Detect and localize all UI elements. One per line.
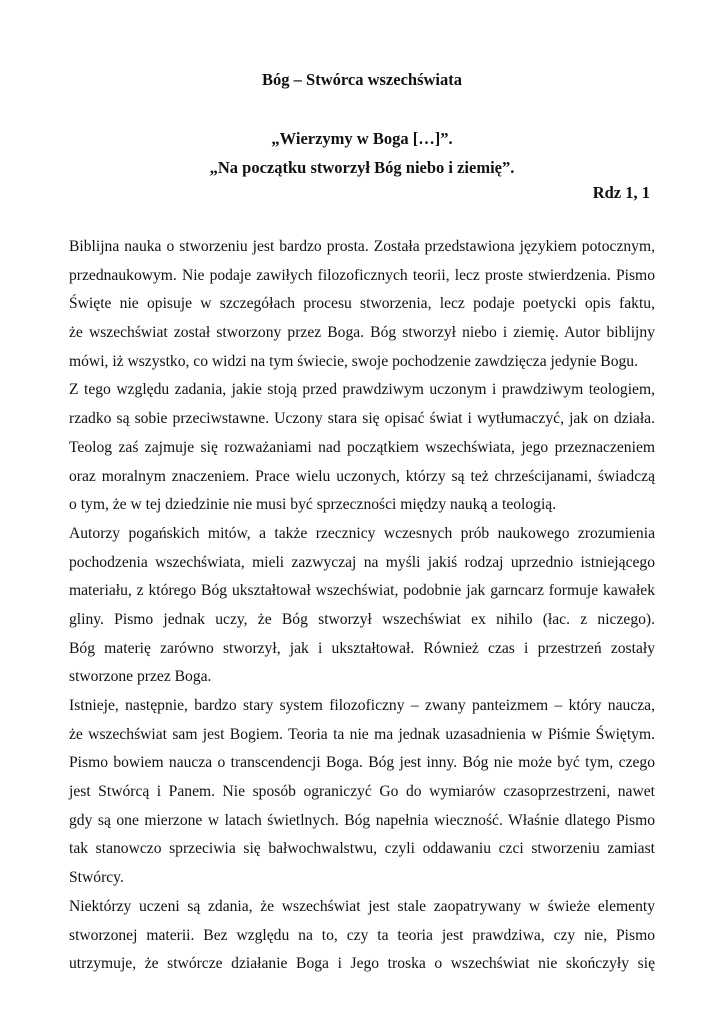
paragraph-line: Pismo bowiem naucza o transcendencji Boga. Bóg jest inny. Bóg nie może być tym, czego xyxy=(69,754,655,772)
paragraph xyxy=(69,233,655,376)
paragraph-line: rzadko są sobie przeciwstawne. Uczony stara się opisać świat i wytłumaczyć, jak on działa. xyxy=(69,410,655,428)
motto-reference: Rdz 1, 1 xyxy=(592,183,650,202)
paragraph-line: materiału, z którego Bóg ukształtował wszechświat, podobnie jak garncarz formuje kawałek xyxy=(69,582,655,600)
paragraph xyxy=(69,376,655,519)
paragraph-line: Stwórcy. xyxy=(69,869,124,887)
paragraph xyxy=(69,692,655,893)
paragraph-line: Bóg materię zarówno stworzył, jak i ukształtował. Również czas i przestrzeń zostały xyxy=(69,639,655,657)
paragraph-line: gliny. Pismo jednak uczy, że Bóg stworzył wszechświat ex nihilo (łac. z niczego). xyxy=(69,610,655,628)
paragraph-line: mówi, iż wszystko, co widzi na tym świecie, swoje pochodzenie zawdzięcza jedynie Bogu. xyxy=(69,352,638,370)
paragraph-line: Z tego względu zadania, jakie stoją przed prawdziwym uczonym i prawdziwym teologiem, xyxy=(69,381,655,399)
paragraph-line: że wszechświat sam jest Bogiem. Teoria ta nie ma jednak uzasadnienia w Piśmie Świętym. xyxy=(69,725,655,743)
paragraph-line: tak stanowczo sprzeciwia się bałwochwalstwu, czyli oddawaniu czci stworzeniu zamiast xyxy=(69,840,655,858)
paragraph-line: przednaukowym. Nie podaje zawiłych filozoficznych teorii, lecz proste stwierdzenia. Pismo xyxy=(69,266,655,284)
motto-line-1: „Wierzymy w Boga […]”. xyxy=(271,129,453,148)
paragraph-line: stworzone przez Boga. xyxy=(69,668,212,686)
paragraph-line: Istnieje, następnie, bardzo stary system filozoficzny – zwany panteizmem – który naucza, xyxy=(69,697,655,714)
paragraph-line: Teolog zaś zajmuje się rozważaniami nad początkiem wszechświata, jego przeznaczeniem xyxy=(69,438,655,456)
paragraph-line: utrzymuje, że stwórcze działanie Boga i Jego troska o wszechświat nie skończyły się xyxy=(69,955,655,973)
paragraph xyxy=(69,520,655,692)
paragraph-line: gdy są one mierzone w latach świetlnych. Bóg napełnia wieczność. Właśnie dlatego Pismo xyxy=(69,811,655,829)
motto-line-2: „Na początku stworzył Bóg niebo i ziemię”. xyxy=(209,158,515,177)
paragraph-line: stworzonej materii. Bez względu na to, czy ta teoria jest prawdziwa, czy nie, Pismo xyxy=(69,926,655,944)
paragraph-line: Niektórzy uczeni są zdania, że wszechświat jest stale zaopatrywany w świeże elementy xyxy=(69,897,655,915)
document-body xyxy=(69,233,655,979)
paragraph-line: Święte nie opisuje w szczegółach procesu stworzenia, lecz podaje poetycki opis faktu, xyxy=(69,295,655,313)
paragraph-line: że wszechświat został stworzony przez Boga. Bóg stworzył niebo i ziemię. Autor biblijny xyxy=(69,324,655,342)
paragraph-line: o tym, że w tej dziedzinie nie musi być sprzeczności między nauką a teologią. xyxy=(69,496,557,514)
motto-block xyxy=(0,124,724,182)
paragraph-line: oraz moralnym znaczeniem. Prace wielu uczonych, którzy są też chrześcijanami, świadczą xyxy=(69,467,655,485)
paragraph-line: Autorzy pogańskich mitów, a także rzecznicy wczesnych prób naukowego zrozumienia xyxy=(69,524,655,542)
paragraph-line: Biblijna nauka o stworzeniu jest bardzo prosta. Została przedstawiona językiem potocznym, xyxy=(69,238,655,255)
paragraph-line: jest Stwórcą i Panem. Nie sposób ograniczyć Go do wymiarów czasoprzestrzeni, nawet xyxy=(69,783,655,801)
document-title: Bóg – Stwórca wszechświata xyxy=(262,70,462,89)
paragraph xyxy=(69,893,655,979)
paragraph-line: pochodzenia wszechświata, mieli zazwyczaj na myśli jakiś rodzaj uprzednio istniejącego xyxy=(69,553,655,571)
